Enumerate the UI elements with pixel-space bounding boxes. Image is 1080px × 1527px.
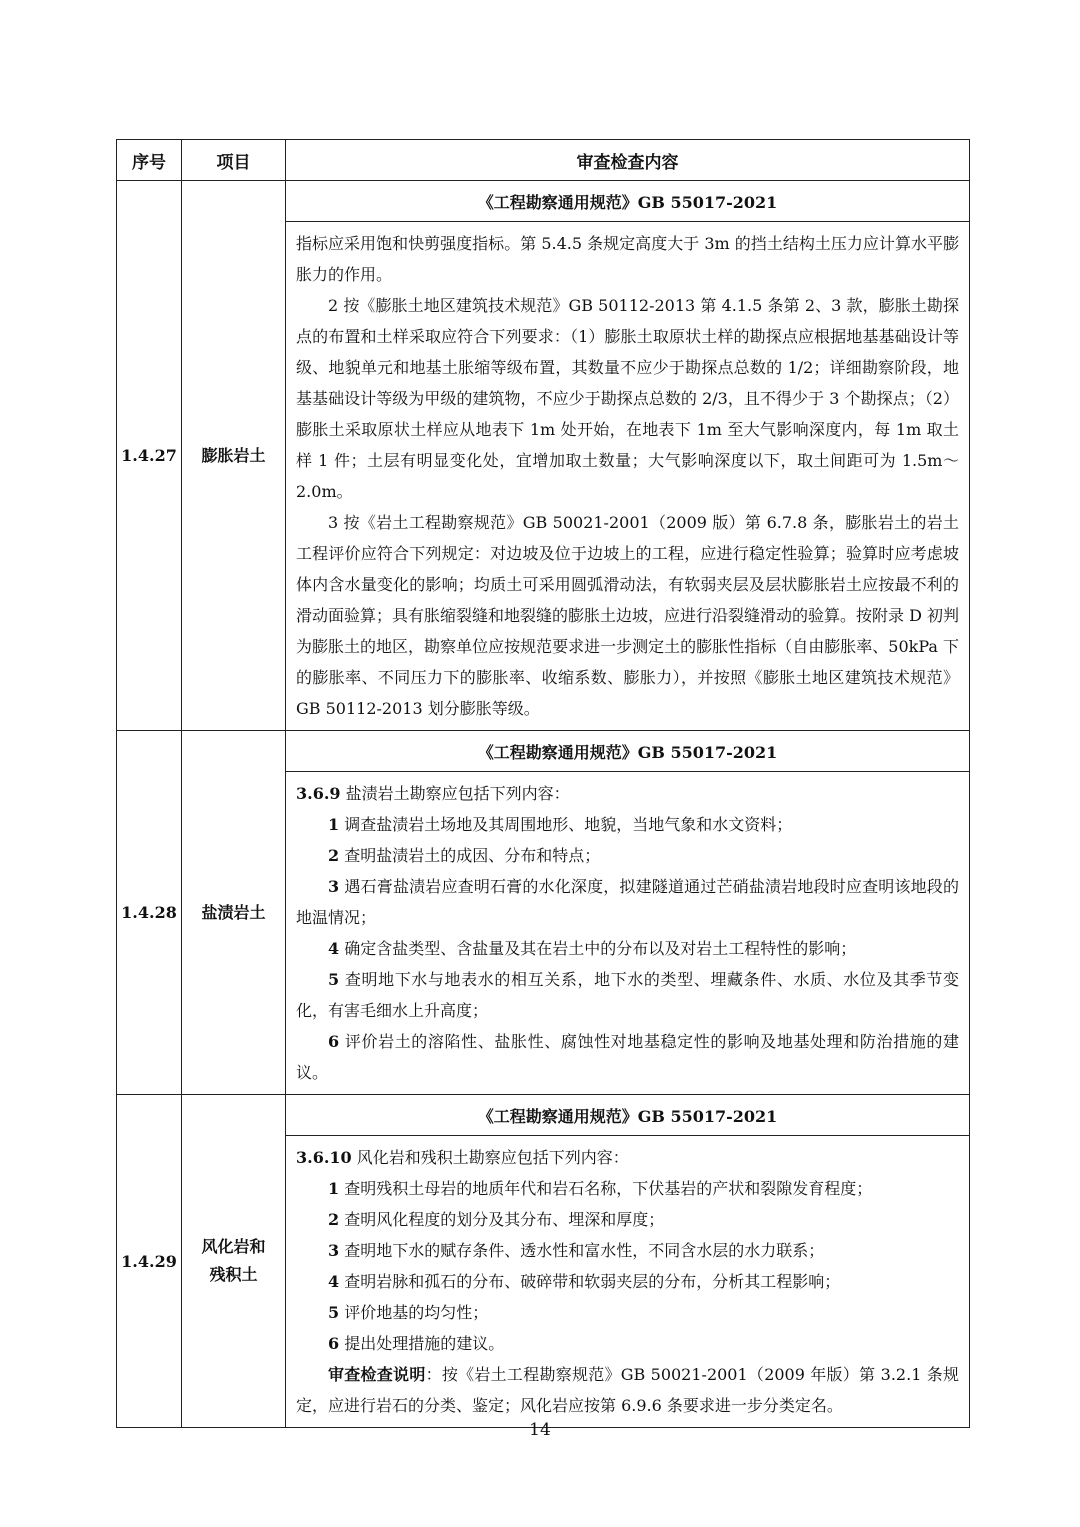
content-paragraph: 4 查明岩脉和孤石的分布、破碎带和软弱夹层的分布，分析其工程影响； (328, 1272, 841, 1291)
standard-title: 《工程勘察通用规范》GB 55017-2021 (286, 731, 970, 772)
content-paragraph: 指标应采用饱和快剪强度指标。第 5.4.5 条规定高度大于 3m 的挡土结构土压力应计算水平膨胀力的作用。 (296, 234, 959, 284)
header-item: 项目 (182, 140, 286, 181)
table-row (117, 731, 970, 772)
row-item-line: 残积土 (209, 1265, 258, 1284)
page-number: 14 (529, 1420, 551, 1440)
standard-title: 《工程勘察通用规范》GB 55017-2021 (286, 181, 970, 222)
row-item (182, 1095, 286, 1428)
content-paragraph: 5 查明地下水与地表水的相互关系，地下水的类型、埋藏条件、水质、水位及其季节变化，有害毛细水上升高度； (296, 970, 959, 1020)
content-cell (286, 1136, 970, 1428)
content-paragraph: 5 评价地基的均匀性； (328, 1303, 489, 1322)
content-paragraph: 6 评价岩土的溶陷性、盐胀性、腐蚀性对地基稳定性的影响及地基处理和防治措施的建议。 (296, 1032, 959, 1082)
table-row (117, 181, 970, 222)
row-item (182, 731, 286, 1095)
row-item (182, 181, 286, 731)
row-item-line: 风化岩和 (201, 1237, 266, 1256)
standard-title: 《工程勘察通用规范》GB 55017-2021 (286, 1095, 970, 1136)
content-paragraph: 2 查明盐渍岩土的成因、分布和特点； (328, 846, 601, 865)
content-paragraph: 3.6.10 风化岩和残积土勘察应包括下列内容： (296, 1148, 629, 1167)
content-paragraph: 3 按《岩土工程勘察规范》GB 50021-2001（2009 版）第 6.7.8 条，膨胀岩土的岩土工程评价应符合下列规定：对边坡及位于边坡上的工程，应进行稳定性验算；验算时应考虑坡体内含水量变化的影响；均质土可采用圆弧滑动法，有软弱夹层及层状膨胀岩土应按最不利的滑动面验算；具有胀缩裂缝和地裂缝的膨胀土边坡，应进行沿裂缝滑动的验算。按附录 D 初判为膨胀土的地区，勘察单位应按规范要求进一步测定土的膨胀性指标（自由膨胀率、50kPa 下的膨胀率、不同压力下的膨胀率、收缩系数、膨胀力），并按照《膨胀土地区建筑技术规范》GB 50112-2013 划分膨胀等级。 (296, 513, 960, 718)
row-number: 1.4.28 (117, 731, 182, 1095)
content-paragraph: 3 遇石膏盐渍岩应查明石膏的水化深度，拟建隧道通过芒硝盐渍岩地段时应查明该地段的地温情况； (296, 877, 959, 927)
content-paragraph: 3.6.9 盐渍岩土勘察应包括下列内容： (296, 784, 570, 803)
content-paragraph: 2 查明风化程度的划分及其分布、埋深和厚度； (328, 1210, 665, 1229)
content-paragraph: 1 调查盐渍岩土场地及其周围地形、地貌，当地气象和水文资料； (328, 815, 793, 834)
table-row (117, 1095, 970, 1136)
review-table (116, 139, 970, 1428)
table-header-row (117, 140, 970, 181)
review-note: 审查检查说明：按《岩土工程勘察规范》GB 50021-2001（2009 年版）第 3.2.1 条规定，应进行岩石的分类、鉴定；风化岩应按第 6.9.6 条要求进一步分类定名。 (296, 1365, 959, 1415)
row-number: 1.4.27 (117, 181, 182, 731)
row-item-line: 盐渍岩土 (201, 902, 266, 922)
row-number: 1.4.29 (117, 1095, 182, 1428)
content-cell (286, 772, 970, 1095)
content-paragraph: 3 查明地下水的赋存条件、透水性和富水性，不同含水层的水力联系； (328, 1241, 825, 1260)
header-serial: 序号 (117, 140, 182, 181)
row-item-line: 膨胀岩土 (201, 445, 266, 465)
content-cell (286, 222, 970, 731)
content-paragraph: 2 按《膨胀土地区建筑技术规范》GB 50112-2013 第 4.1.5 条第 2、3 款，膨胀土勘探点的布置和土样采取应符合下列要求：（1）膨胀土取原状土样的勘探点应根据地基基础设计等级、地貌单元和地基土胀缩等级布置，其数量不应少于勘探点总数的 1/2；详细勘察阶段，地基基础设计等级为甲级的建筑物，不应少于勘探点总数的 2/3，且不得少于 3 个勘探点；（2）膨胀土采取原状土样应从地表下 1m 处开始，在地表下 1m 至大气影响深度内，每 1m 取土样 1 件；土层有明显变化处，宜增加取土数量；大气影响深度以下，取土间距可为 1.5m～2.0m。 (296, 296, 959, 501)
content-paragraph: 4 确定含盐类型、含盐量及其在岩土中的分布以及对岩土工程特性的影响； (328, 939, 857, 958)
content-paragraph: 1 查明残积土母岩的地质年代和岩石名称，下伏基岩的产状和裂隙发育程度； (328, 1179, 873, 1198)
header-content: 审查检查内容 (286, 140, 970, 181)
content-paragraph: 6 提出处理措施的建议。 (328, 1334, 505, 1353)
